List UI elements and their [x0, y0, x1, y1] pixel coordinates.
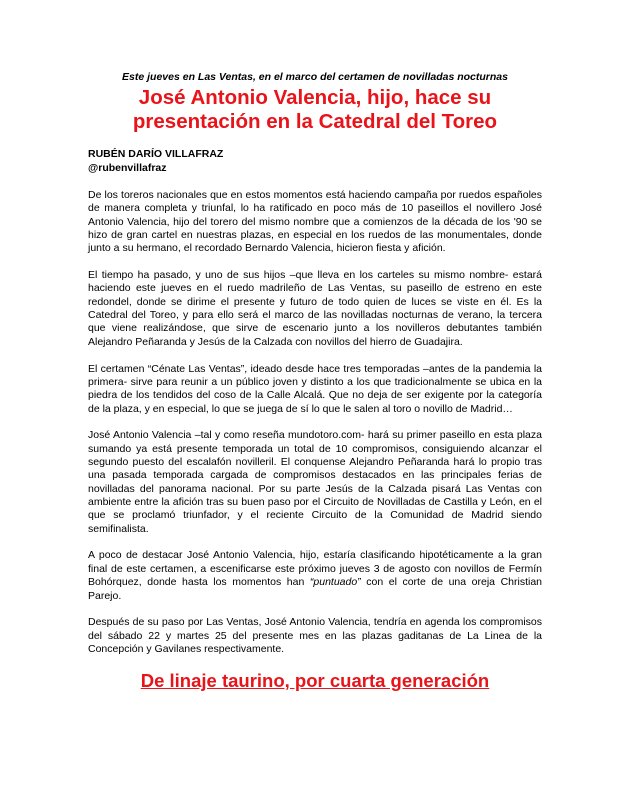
article-kicker: Este jueves en Las Ventas, en el marco del certamen de novilladas nocturnas [122, 71, 508, 83]
paragraph-6: Después de su paso por Las Ventas, José Antonio Valencia, tendría en agenda los compromisos del sábado 22 y martes 25 del presente mes en las plazas gaditanas de La Linea de la Concepción y Gavilanes respectivamente. [88, 616, 542, 655]
section-subhead: De linaje taurino, por cuarta generación [140, 670, 490, 692]
article-headline [88, 86, 542, 134]
paragraph-1: De los toreros nacionales que en estos momentos está haciendo campaña por ruedos españoles de manera completa y triunfal, lo ha ratificado en poco más de 10 paseillos el novillero José Antonio Valencia, hijo del torero del mismo nombre que a comienzos de la década de los '90 se hizo de gran cartel en nuestras plazas, en especial en los ruedos de las monumentales, donde junto a su hermano, el recordado Bernardo Valencia, hicieron fiesta y afición. [88, 189, 542, 255]
headline-line-2: presentación en la Catedral del Toreo [132, 110, 498, 133]
paragraph-5-text-a: A poco de destacar José Antonio Valencia, hijo, estaría clasificando hipotéticamente a la gran final de este certamen, a escenificarse este próximo jueves 3 de agosto con novillos de Fermín Bohórquez, donde hasta los momentos han [88, 549, 542, 589]
article-body [88, 189, 542, 656]
paragraph-5 [88, 549, 542, 602]
paragraph-5-text-b: con el corte de una oreja Christian Parejo. [88, 576, 542, 602]
headline-line-1: José Antonio Valencia, hijo, hace su [138, 86, 492, 109]
paragraph-3: El certamen “Cénate Las Ventas”, ideado desde hace tres temporadas –antes de la pandemia la primera- sirve para reunir a un público joven y distinto a los que tradicionalmente se ubica en la piedra de los tendidos del coso de la Calle Alcalá. Que no deja de ser exigente por la categoría de la plaza, y en especial, lo que se juega de sí lo que le salen al toro o novillo de Madrid… [88, 362, 542, 415]
author-handle: @rubenvillafraz [88, 161, 167, 174]
paragraph-2: El tiempo ha pasado, y uno de sus hijos –que lleva en los carteles su mismo nombre- estará haciendo este jueves en el ruedo madrileño de Las Ventas, su paseillo de estreno en este redondel, donde se dirime el presente y futuro de todo quien de luces se viste en él. Es la Catedral del Toreo, y para ello será el marco de las novilladas nocturnas de verano, la tercera que viene realizándose, que sirve de escenario junto a los novilleros debutantes también Alejandro Peñaranda y Jesús de la Calzada con novillos del hierro de Guadajira. [88, 269, 542, 348]
author-name: RUBÉN DARÍO VILLAFRAZ [88, 148, 224, 160]
paragraph-5-emphasis: “puntuado” [309, 576, 361, 589]
paragraph-4: José Antonio Valencia –tal y como reseña mundotoro.com- hará su primer paseillo en esta plaza sumando ya está presente temporada un total de 10 compromisos, consiguiendo alcanzar el segundo puesto del escalafón novilleril. El conquense Alejandro Peñaranda hará lo propio tras una pasada temporada cargada de compromisos destacados en las principales ferias de novilladas del panorama nacional. Por su parte Jesús de la Calzada pisará Las Ventas con ambiente entre la afición tras su buen paso por el Circuito de Novilladas de Castilla y León, en el que se proclamó triunfador, y el reciente Circuito de la Comunidad de Madrid siendo semifinalista. [88, 429, 542, 535]
author-block [88, 148, 542, 175]
article-page [88, 70, 542, 692]
